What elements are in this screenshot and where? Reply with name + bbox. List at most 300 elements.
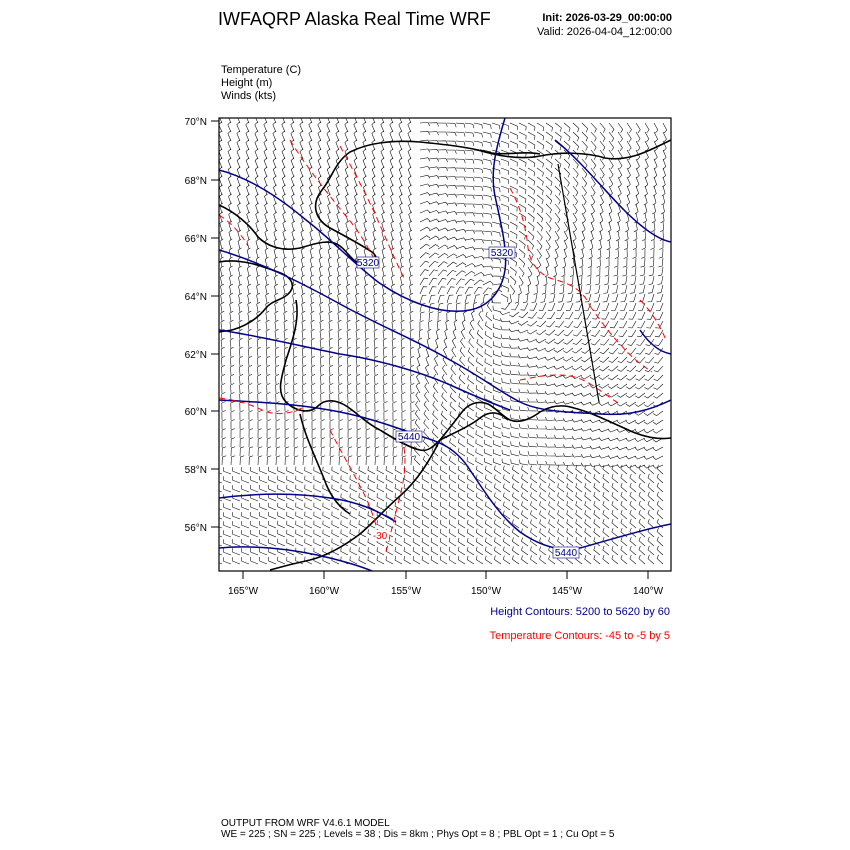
wind-barb [221,347,225,357]
wind-barb [239,311,242,321]
wind-barb [438,262,448,267]
wind-barb [645,348,654,354]
wind-barb [483,266,493,270]
wind-barb [247,212,250,222]
wind-barb [275,311,278,321]
wind-barb [519,177,526,185]
wind-barb [503,520,510,528]
wind-barb [605,267,609,276]
wind-barb [576,510,582,519]
wind-barb [359,538,366,546]
wind-barb [310,203,313,213]
wind-barb [411,456,415,465]
wind-barb [319,248,322,258]
wind-barb [637,321,645,328]
wind-barb [612,546,618,555]
wind-barb [319,257,322,267]
wind-barb [600,132,605,142]
wind-barb [429,149,439,153]
wind-barb [501,326,510,330]
wind-barb [582,231,585,241]
wind-barb [391,221,394,231]
wind-barb [492,276,501,280]
wind-barb [251,557,258,564]
wind-barb [246,131,249,141]
wind-barb [501,159,509,166]
wind-barb [483,213,492,218]
wind-barb [408,167,411,177]
wind-barb [392,311,395,321]
wind-barb [654,177,657,187]
wind-barb [540,492,546,501]
wind-barb [476,511,483,519]
wind-barb [563,462,573,466]
wind-barb [321,383,325,393]
wind-barb [375,392,379,402]
wind-barb [431,502,438,510]
wind-barb [565,312,573,319]
wind-barb [438,312,442,321]
wind-barb [594,483,600,492]
wind-barb [409,212,412,222]
wind-barb [384,447,388,456]
wind-barb [493,422,501,429]
wind-barb [377,475,384,483]
wind-barb [323,539,330,546]
wind-barb [410,302,413,312]
wind-barb [485,538,492,546]
field-label-temperature: Temperature (C) [221,64,302,76]
wind-barb [512,511,519,520]
wind-barb [586,276,591,285]
wind-barb [618,168,622,178]
wind-barb [655,321,663,328]
wind-barb [627,195,630,205]
wind-barb [581,393,591,396]
wind-barb [519,132,526,140]
wind-barb [555,462,565,466]
wind-barb [408,122,411,132]
wind-barb [242,467,249,474]
wind-barb [447,246,457,250]
wind-barb [328,194,331,204]
wind-barb [438,167,448,171]
wind-barb [648,294,654,302]
wind-barb [646,330,654,337]
wind-barb [581,419,591,422]
wind-barb [291,176,294,186]
wind-barb [381,158,384,168]
wind-barb [411,402,415,412]
wind-barb [636,177,639,187]
wind-barb [420,244,430,249]
wind-barb [599,446,609,449]
wind-barb [404,520,411,528]
wind-barb [546,141,553,150]
wind-barb [554,453,564,457]
wind-barb [455,311,459,321]
wind-barb [321,438,325,447]
wind-barb [239,338,243,348]
wind-barb [413,556,420,564]
wind-barb [222,420,226,430]
wind-barb [429,184,439,187]
wind-barb [411,411,415,421]
wind-barb [447,211,457,214]
wind-barb [221,365,225,375]
wind-barb [600,357,610,362]
wind-barb [654,132,658,142]
wind-barb [621,501,627,510]
wind-barb [431,511,438,519]
wind-barb [305,485,312,492]
wind-barb [365,311,368,321]
wind-barb [581,402,591,405]
wind-barb [630,510,636,519]
wind-barb [416,401,421,411]
wind-barb [483,168,491,174]
wind-barb [554,357,564,361]
wind-barb [555,321,564,327]
wind-barb [554,348,564,352]
wind-barb [404,547,411,555]
wind-barb [609,357,618,363]
wind-barb [366,429,370,438]
wind-barb [624,249,628,259]
wind-barb [619,330,627,337]
wind-barb [274,230,277,240]
wind-barb [237,131,240,141]
wind-barb [384,374,388,384]
wind-barb [425,383,429,393]
wind-barb [519,460,528,465]
wind-barb [318,140,321,150]
wind-barb [573,195,578,205]
wind-barb [573,186,578,196]
wind-barb [459,375,465,384]
wind-barb [275,284,278,294]
wind-barb [618,348,627,354]
wind-barb [612,501,618,510]
wind-barb [582,213,586,223]
wind-barb [374,284,377,294]
wind-barb [357,429,361,438]
wind-barb [256,212,259,222]
wind-barb [332,485,339,493]
wind-barb [549,294,555,302]
wind-barb [267,447,271,456]
wind-barb [476,556,483,564]
wind-barb [468,375,474,384]
wind-barb [363,176,366,186]
wind-barb [627,168,631,178]
wind-barb [602,312,610,319]
wind-barb [265,230,268,240]
wind-barb [404,502,411,510]
wind-barb [257,293,260,303]
wind-barb [392,293,395,303]
wind-barb [242,557,249,564]
wind-barb [546,443,556,447]
wind-barb [251,521,258,528]
lat-label: 64°N [184,292,207,303]
wind-barb [639,285,645,293]
wind-barb [305,530,312,537]
wind-barb [625,222,628,232]
wind-barb [278,539,285,546]
wind-barb [332,521,339,529]
wind-barb [519,371,529,375]
wind-barb [310,266,313,276]
wind-barb [522,493,529,502]
lon-label: 140°W [632,586,664,597]
wind-barb [291,167,294,177]
wind-barb [368,484,375,492]
wind-barb [591,186,595,196]
wind-barb [586,285,591,294]
wind-barb [329,329,333,339]
wind-barb [377,520,384,528]
wind-barb [653,195,656,205]
wind-barb [458,547,465,555]
wind-barb [528,312,537,318]
wind-barb [456,123,465,128]
wind-barb [350,511,357,519]
wind-barb [402,420,406,430]
wind-barb [564,159,570,168]
wind-barb [603,546,609,555]
wind-barb [501,141,509,148]
wind-barb [246,167,249,177]
wind-barb [648,546,654,555]
wind-barb [521,303,529,310]
wind-barb [260,539,267,546]
wind-barb [492,240,500,246]
wind-barb [585,474,591,483]
wind-barb [314,485,321,492]
wind-barb [476,439,483,447]
wind-barb [456,255,466,259]
wind-barb [644,456,654,459]
wind-barb [336,149,339,159]
wind-barb [440,529,447,537]
wind-barb [400,248,403,258]
wind-barb [260,485,267,492]
wind-barb [662,195,665,205]
wind-barb [266,284,269,294]
wind-barb [436,338,439,348]
wind-barb [273,176,276,186]
wind-barb [458,466,465,474]
wind-barb [294,383,298,393]
wind-barb [399,131,402,141]
wind-barb [639,528,645,537]
wind-barb [336,122,339,132]
wind-barb [346,221,349,231]
wind-barb [231,420,235,430]
wind-barb [555,186,561,195]
wind-barb [283,212,286,222]
wind-barb [375,402,379,412]
wind-barb [531,510,538,519]
wind-barb [346,257,349,267]
wind-barb [375,383,379,393]
wind-barb [492,123,500,129]
wind-barb [390,122,393,132]
wind-barb [465,177,474,181]
wind-barb [509,328,519,331]
wind-barb [285,438,289,447]
wind-barb [293,365,297,375]
wind-barb [537,222,543,231]
wind-barb [582,339,591,345]
wind-barb [377,547,384,555]
wind-barb [422,502,429,510]
wind-barb [399,167,402,177]
wind-barb [485,431,492,438]
wind-barb [579,267,583,277]
wind-barb [246,185,249,195]
wind-barb [519,442,528,447]
wind-barb [581,384,591,388]
wind-barb [531,555,538,564]
wind-barb [465,287,473,294]
wind-barb [456,295,462,303]
wind-barb [224,521,232,528]
wind-barb [653,456,663,460]
wind-barb [402,402,406,412]
wind-barb [300,122,303,132]
wind-barb [622,267,627,276]
wind-barb [663,132,667,142]
wind-barb [247,203,250,213]
wind-barb [654,168,657,178]
wind-barb [476,385,483,393]
wind-barb [528,123,535,131]
wind-barb [591,339,600,345]
wind-barb [658,267,663,276]
wind-barb [474,195,483,200]
wind-barb [230,302,233,312]
wind-barb [247,266,250,276]
wind-barb [581,463,591,466]
wind-barb [494,556,501,564]
wind-barb [442,393,447,403]
wind-barb [657,285,663,293]
wind-barb [573,204,577,214]
wind-barb [563,401,573,404]
wind-barb [420,253,430,258]
wind-barb [617,447,627,450]
wind-barb [648,555,654,564]
wind-barb [483,240,492,244]
wind-barb [265,203,268,213]
wind-barb [365,329,369,339]
wind-barb [328,266,331,276]
wind-barb [512,502,519,511]
wind-barb [408,131,411,141]
wind-barb [341,467,348,475]
wind-barb [420,236,430,240]
wind-barb [224,476,232,483]
wind-barb [527,356,537,359]
wind-barb [395,502,402,510]
wind-barb [519,312,528,318]
wind-barb [359,511,366,519]
wind-barb [477,330,483,339]
wind-barb [576,465,582,474]
wind-barb [617,213,620,223]
wind-barb [628,330,636,337]
wind-barb [240,374,244,384]
wind-barb [256,266,259,276]
wind-barb [255,158,258,168]
wind-barb [246,158,249,168]
field-label-winds: Winds (kts) [221,90,276,102]
wind-barb [296,521,303,528]
wind-barb [651,222,655,232]
wind-barb [350,493,357,501]
wind-barb [323,521,330,528]
wind-barb [345,140,348,150]
wind-barb [425,365,429,375]
wind-barb [537,168,544,177]
wind-barb [429,261,438,267]
wind-barb [608,455,618,458]
wind-barb [581,454,591,457]
wind-barb [468,357,474,366]
wind-barb [590,366,600,371]
wind-barb [451,365,456,375]
wind-barb [501,132,509,139]
wind-barb [248,365,252,375]
wind-barb [563,258,566,268]
wind-barb [278,503,285,510]
wind-barb [537,443,546,447]
wind-barb [465,186,474,190]
wind-barb [266,365,270,375]
wind-barb [549,483,555,492]
wind-barb [238,203,241,213]
wind-barb [555,222,560,232]
wind-barb [512,538,519,547]
wind-barb [350,484,357,492]
wind-barb [391,230,394,240]
wind-barb [494,475,501,483]
wind-barb [540,510,546,519]
wind-barb [510,276,516,285]
wind-barb [214,503,222,510]
wind-barb [612,285,618,293]
wind-barb [329,338,333,348]
wind-barb [503,484,510,492]
wind-barb [402,411,406,421]
wind-barb [483,186,492,192]
wind-barb [348,438,352,447]
footer-model: OUTPUT FROM WRF V4.6.1 MODEL [221,818,390,829]
wind-barb [537,258,541,268]
wind-barb [228,158,231,168]
wind-barb [618,186,621,196]
wind-barb [356,320,360,330]
wind-barb [645,132,649,142]
wind-barb [224,539,232,546]
wind-barb [382,239,385,249]
wind-barb [572,348,582,353]
wind-barb [494,547,501,555]
wind-barb [626,384,636,389]
wind-barb [447,150,456,154]
